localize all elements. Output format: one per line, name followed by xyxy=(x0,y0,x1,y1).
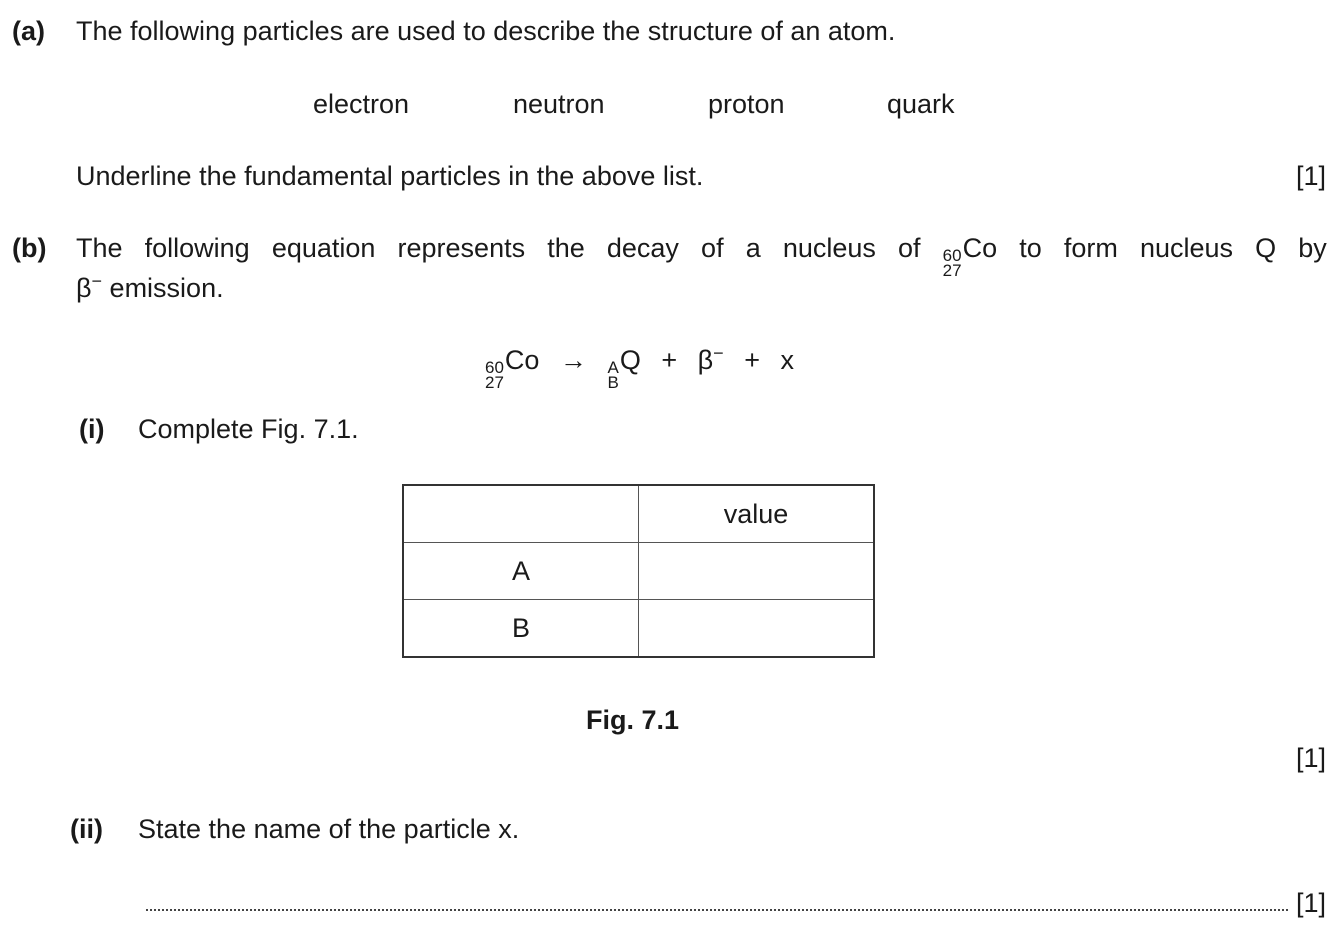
part-ii-label: (ii) xyxy=(70,814,103,844)
particle-neutron[interactable]: neutron xyxy=(513,89,605,119)
word: by xyxy=(1298,233,1327,263)
beta-charge: − xyxy=(713,343,724,363)
plus-sign: + xyxy=(744,345,760,375)
part-a-instruction: Underline the fundamental particles in the above list. xyxy=(76,161,704,191)
product-symbol: Q xyxy=(619,345,641,375)
table-header-cell xyxy=(403,485,639,543)
part-b-label: (b) xyxy=(12,233,47,263)
part-i-label: (i) xyxy=(79,414,105,444)
particle-x: x xyxy=(780,345,794,375)
beta-symbol: β xyxy=(76,273,92,303)
part-b-question-line1 xyxy=(76,235,1327,278)
figure-caption: Fig. 7.1 xyxy=(586,705,680,735)
particle-electron[interactable]: electron xyxy=(313,89,410,119)
part-a-marks: [1] xyxy=(1295,161,1326,191)
word: of xyxy=(898,233,921,263)
beta-particle: β xyxy=(697,345,714,375)
mass-number: 60 xyxy=(942,246,962,265)
word: of xyxy=(701,233,724,263)
table-row xyxy=(403,543,874,600)
part-i-marks: [1] xyxy=(1295,743,1326,773)
reactant-atomic: 27 xyxy=(485,373,504,392)
part-ii-marks: [1] xyxy=(1295,888,1326,918)
part-a-question: The following particles are used to describe the structure of an atom. xyxy=(76,16,896,46)
table-row xyxy=(403,600,874,658)
word: decay xyxy=(606,233,679,263)
atomic-number: 27 xyxy=(942,261,962,280)
beta-charge: − xyxy=(91,271,103,291)
answer-line[interactable] xyxy=(146,909,1288,911)
word: following xyxy=(144,233,250,263)
part-a-label: (a) xyxy=(12,16,45,46)
reactant-mass: 60 xyxy=(485,358,504,377)
table-header-row xyxy=(403,485,874,543)
part-b-question-line2 xyxy=(76,272,224,302)
word: a xyxy=(745,233,761,263)
word: nucleus xyxy=(782,233,876,263)
arrow-icon: → xyxy=(559,345,587,375)
word: to xyxy=(1019,233,1042,263)
particle-quark[interactable]: quark xyxy=(887,89,955,119)
cobalt-nuclide xyxy=(943,235,997,278)
word: The xyxy=(76,233,123,263)
word: equation xyxy=(271,233,376,263)
row-label-a: A xyxy=(403,543,639,600)
table-header-cell: value xyxy=(639,485,875,543)
product-atomic: B xyxy=(607,373,619,392)
row-label-b: B xyxy=(403,600,639,658)
word: form xyxy=(1063,233,1118,263)
element-symbol: Co xyxy=(962,233,998,263)
emission-text: emission. xyxy=(102,273,224,303)
part-i-question: Complete Fig. 7.1. xyxy=(138,414,359,444)
fig-7-1-table xyxy=(402,484,875,658)
answer-cell-b[interactable] xyxy=(639,600,875,658)
plus-sign: + xyxy=(661,345,678,375)
word: nucleus xyxy=(1139,233,1234,263)
product-mass: A xyxy=(607,358,619,377)
answer-cell-a[interactable] xyxy=(639,543,875,600)
reactant-symbol: Co xyxy=(504,345,540,375)
word: Q xyxy=(1255,233,1277,263)
part-ii-question: State the name of the particle x. xyxy=(138,814,520,844)
word: the xyxy=(547,233,585,263)
word: represents xyxy=(397,233,526,263)
decay-equation xyxy=(485,344,794,390)
particle-proton[interactable]: proton xyxy=(708,89,785,119)
